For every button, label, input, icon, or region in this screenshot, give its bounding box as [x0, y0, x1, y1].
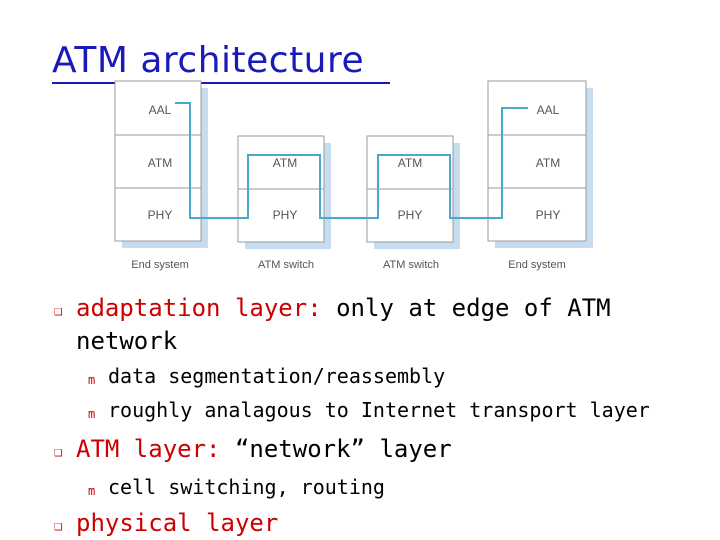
layer-atm-switch1: ATM [272, 156, 298, 170]
sub-marker-1b: m [88, 407, 96, 421]
bullet-2 [76, 435, 452, 463]
atm-switch-1 [238, 136, 331, 271]
bullet-marker-3: ❑ [54, 518, 63, 534]
sub-marker-2a: m [88, 484, 96, 498]
layer-aal-right: AAL [536, 103, 560, 117]
bullet-marker-2: ❑ [54, 444, 63, 460]
atm-switch-2 [367, 136, 460, 271]
layer-atm-switch2: ATM [397, 156, 423, 170]
bullet-1-line2: network [76, 327, 178, 355]
bullet-1 [76, 294, 611, 322]
layer-phy-right: PHY [535, 208, 561, 222]
node-label-end-system-left: End system [131, 259, 189, 271]
layer-phy-switch2: PHY [397, 208, 423, 222]
bullet-1-term: adaptation layer: [76, 294, 322, 322]
end-system-right [488, 81, 593, 271]
node-label-switch1: ATM switch [257, 259, 315, 271]
bullet-2-text: “network” layer [220, 435, 452, 463]
bullet-marker-1: ❑ [54, 303, 63, 319]
end-system-left [115, 81, 208, 271]
bullet-1-text: only at edge of ATM [321, 294, 611, 322]
layer-phy-left: PHY [147, 208, 173, 222]
bullet-2-sub-1: cell switching, routing [108, 475, 385, 499]
slide-title: ATM architecture [52, 40, 365, 81]
layer-atm-left: ATM [147, 156, 173, 170]
data-path-line [175, 103, 528, 218]
bullet-3-term: physical layer [76, 509, 279, 537]
layer-aal-left: AAL [148, 103, 172, 117]
bullet-1-sub-2: roughly analagous to Internet transport layer [108, 398, 650, 422]
sub-marker-1a: m [88, 373, 96, 387]
bullet-1-sub-1: data segmentation/reassembly [108, 364, 446, 388]
node-label-end-system-right: End system [508, 259, 566, 271]
node-label-switch2: ATM switch [382, 259, 440, 271]
layer-phy-switch1: PHY [272, 208, 298, 222]
bullet-2-term: ATM layer: [76, 435, 221, 463]
layer-atm-right: ATM [535, 156, 561, 170]
